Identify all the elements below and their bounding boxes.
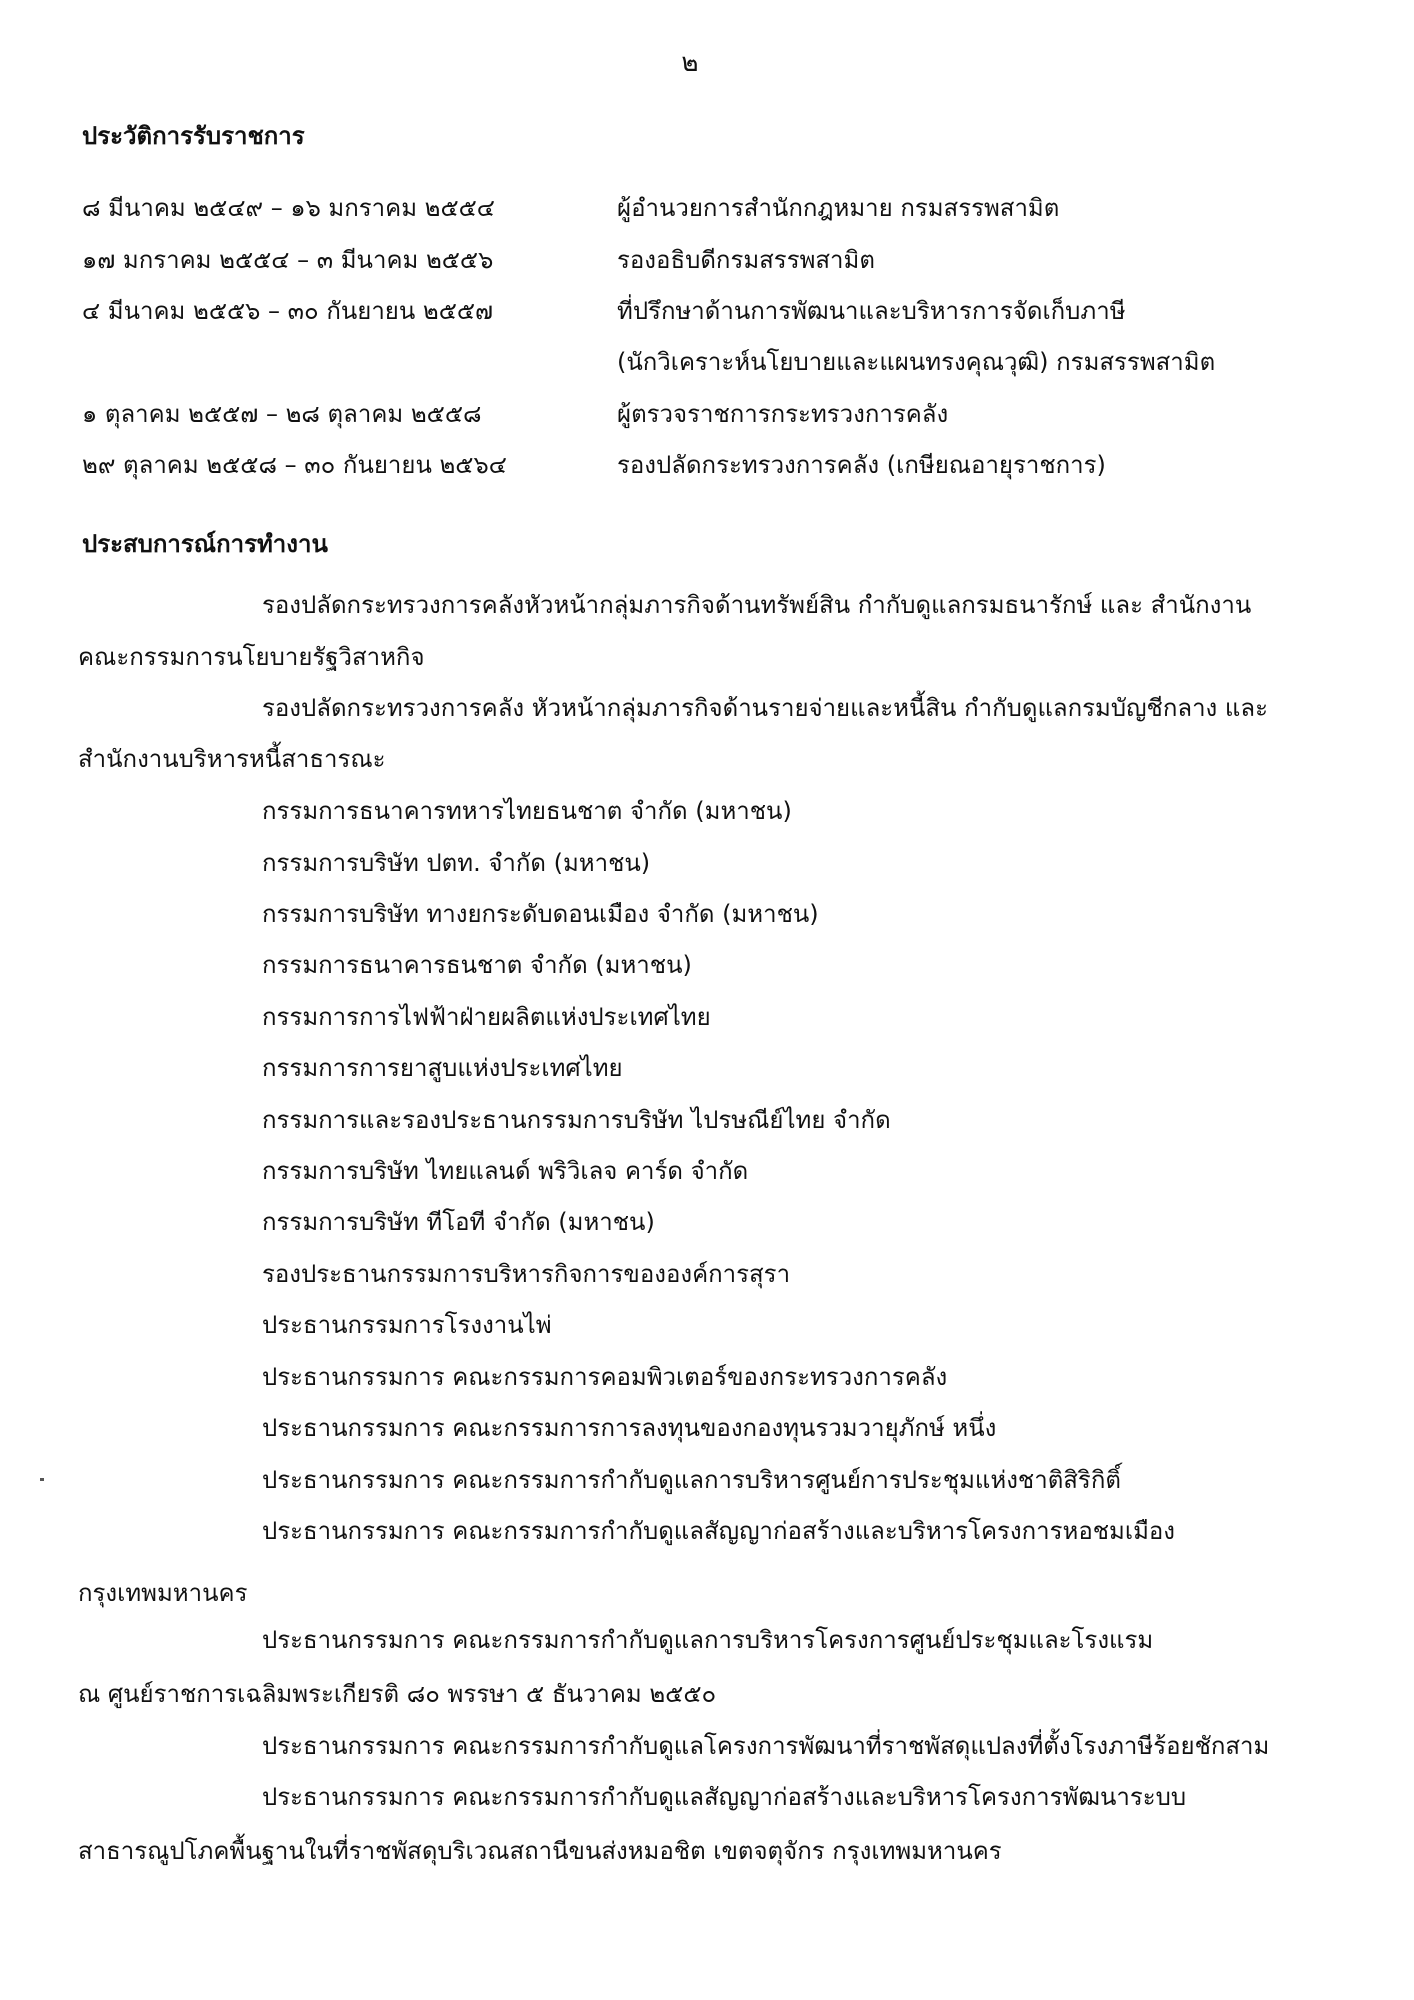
experience-line: ประธานกรรมการ คณะกรรมการกำกับดูแลสัญญาก่อสร้างและบริหารโครงการพัฒนาระบบ — [262, 1783, 1187, 1811]
experience-line: รองปลัดกระทรวงการคลัง หัวหน้ากลุ่มภารกิจด้านรายจ่ายและหนี้สิน กำกับดูแลกรมบัญชีกลาง และ — [262, 694, 1268, 722]
experience-line: ประธานกรรมการ คณะกรรมการการลงทุนของกองทุนรวมวายุภักษ์ หนึ่ง — [262, 1414, 997, 1442]
experience-line: รองประธานกรรมการบริหารกิจการขององค์การสุรา — [262, 1260, 791, 1288]
history-position: ที่ปรึกษาด้านการพัฒนาและบริหารการจัดเก็บภาษี — [617, 297, 1126, 325]
history-period: ๘ มีนาคม ๒๕๔๙ – ๑๖ มกราคม ๒๕๕๔ — [82, 194, 495, 222]
experience-line: กรรมการธนาคารธนชาต จำกัด (มหาชน) — [262, 951, 692, 979]
experience-line: ประธานกรรมการโรงงานไพ่ — [262, 1311, 552, 1339]
experience-heading: ประสบการณ์การทำงาน — [82, 530, 328, 558]
experience-line: กรุงเทพมหานคร — [78, 1579, 248, 1607]
experience-line: กรรมการการยาสูบแห่งประเทศไทย — [262, 1054, 623, 1082]
history-period: ๑ ตุลาคม ๒๕๕๗ – ๒๘ ตุลาคม ๒๕๕๘ — [82, 400, 482, 428]
experience-line: คณะกรรมการนโยบายรัฐวิสาหกิจ — [78, 643, 425, 671]
history-position: ผู้อำนวยการสำนักกฎหมาย กรมสรรพสามิต — [617, 194, 1060, 222]
history-period: ๑๗ มกราคม ๒๕๕๔ – ๓ มีนาคม ๒๕๕๖ — [82, 246, 494, 274]
experience-line: กรรมการบริษัท ปตท. จำกัด (มหาชน) — [262, 849, 651, 877]
experience-line: สาธารณูปโภคพื้นฐานในที่ราชพัสดุบริเวณสถานีขนส่งหมอชิต เขตจตุจักร กรุงเทพมหานคร — [78, 1837, 1002, 1865]
history-period: ๔ มีนาคม ๒๕๕๖ – ๓๐ กันยายน ๒๕๕๗ — [82, 297, 494, 325]
history-period: ๒๙ ตุลาคม ๒๕๕๘ – ๓๐ กันยายน ๒๕๖๔ — [82, 451, 507, 479]
experience-line: กรรมการบริษัท ทางยกระดับดอนเมือง จำกัด (มหาชน) — [262, 900, 819, 928]
experience-line: ประธานกรรมการ คณะกรรมการกำกับดูแลการบริหารศูนย์การประชุมแห่งชาติสิริกิติ์ — [262, 1466, 1121, 1494]
experience-line: ประธานกรรมการ คณะกรรมการกำกับดูแลโครงการพัฒนาที่ราชพัสดุแปลงที่ตั้งโรงภาษีร้อยชักสาม — [262, 1732, 1270, 1760]
scan-dot — [40, 1478, 44, 1481]
experience-line: กรรมการบริษัท ไทยแลนด์ พริวิเลจ คาร์ด จำกัด — [262, 1157, 749, 1185]
history-position: ผู้ตรวจราชการกระทรวงการคลัง — [617, 400, 949, 428]
experience-line: กรรมการการไฟฟ้าฝ่ายผลิตแห่งประเทศไทย — [262, 1003, 711, 1031]
experience-line: ประธานกรรมการ คณะกรรมการคอมพิวเตอร์ของกระทรวงการคลัง — [262, 1363, 948, 1391]
experience-line: ประธานกรรมการ คณะกรรมการกำกับดูแลสัญญาก่อสร้างและบริหารโครงการหอชมเมือง — [262, 1517, 1176, 1545]
experience-line: ณ ศูนย์ราชการเฉลิมพระเกียรติ ๘๐ พรรษา ๕ ธันวาคม ๒๕๕๐ — [78, 1680, 717, 1708]
history-position: รองปลัดกระทรวงการคลัง (เกษียณอายุราชการ) — [617, 451, 1106, 479]
history-heading: ประวัติการรับราชการ — [82, 122, 305, 150]
experience-line: ประธานกรรมการ คณะกรรมการกำกับดูแลการบริหารโครงการศูนย์ประชุมและโรงแรม — [262, 1626, 1154, 1654]
experience-line: กรรมการและรองประธานกรรมการบริษัท ไปรษณีย์ไทย จำกัด — [262, 1106, 891, 1134]
experience-line: รองปลัดกระทรวงการคลังหัวหน้ากลุ่มภารกิจด้านทรัพย์สิน กำกับดูแลกรมธนารักษ์ และ สำนักงาน — [262, 591, 1252, 619]
experience-line: กรรมการบริษัท ทีโอที จำกัด (มหาชน) — [262, 1208, 655, 1236]
history-position: รองอธิบดีกรมสรรพสามิต — [617, 246, 875, 274]
history-position: (นักวิเคราะห์นโยบายและแผนทรงคุณวุฒิ) กรมสรรพสามิต — [617, 348, 1216, 376]
experience-line: สำนักงานบริหารหนี้สาธารณะ — [78, 745, 386, 773]
page-number: ๒ — [681, 48, 699, 78]
experience-line: กรรมการธนาคารทหารไทยธนชาต จำกัด (มหาชน) — [262, 797, 792, 825]
